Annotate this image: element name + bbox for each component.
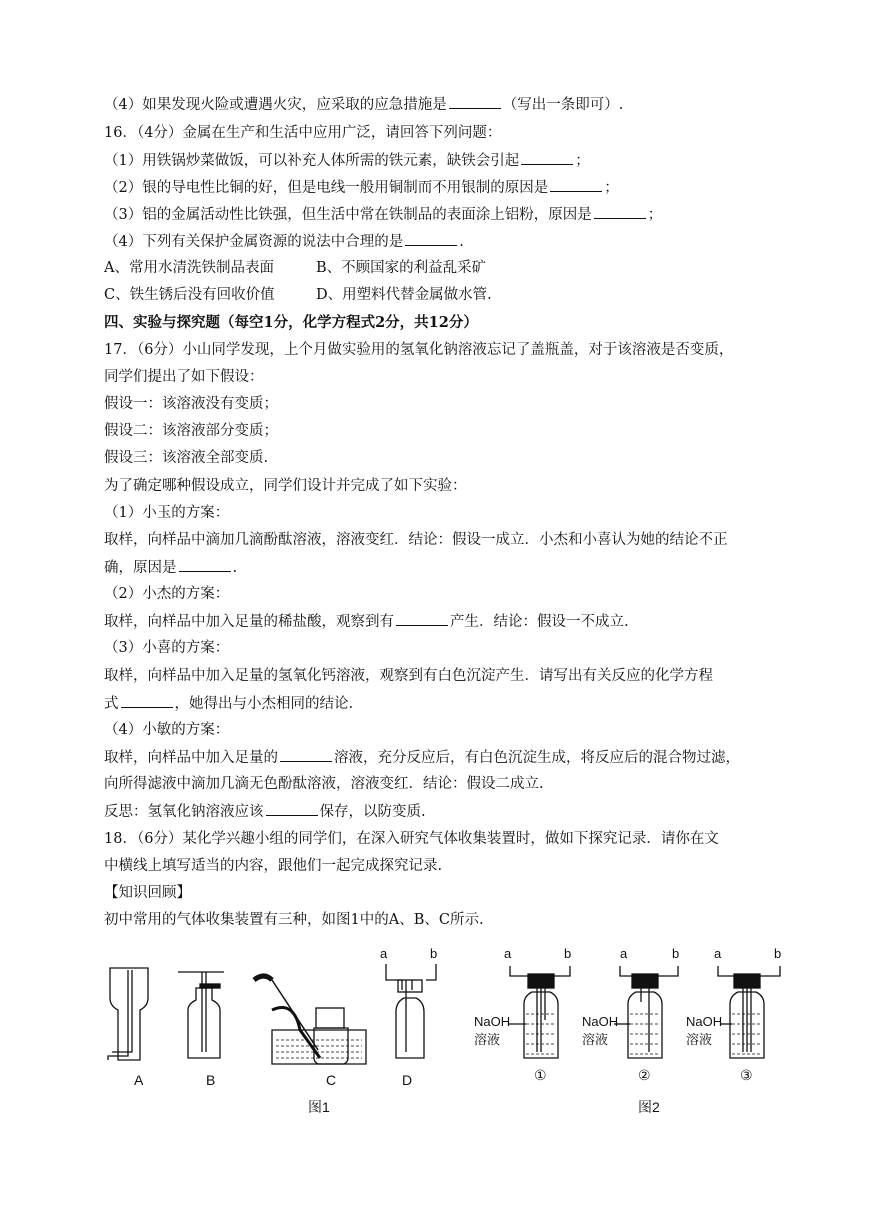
text-line: 假设二：该溶液部分变质； bbox=[104, 423, 278, 439]
apparatus-c bbox=[254, 976, 366, 1088]
text-line: 取样，向样品中加入足量的氢氧化钙溶液，观察到有白色沉淀产生．请写出有关反应的化学方程 bbox=[104, 668, 713, 684]
option-c[interactable]: C、铁生锈后没有回收价值 bbox=[104, 287, 275, 303]
option-a[interactable]: A、常用水清洗铁制品表面 bbox=[104, 260, 274, 276]
section-heading: 四、实验与探究题（每空1分，化学方程式2分，共12分） bbox=[104, 314, 478, 331]
text-line bbox=[104, 693, 353, 714]
text: . bbox=[459, 234, 464, 250]
text: ； bbox=[647, 207, 663, 223]
text-line bbox=[104, 611, 629, 632]
text: ，她得出与小杰相同的结论. bbox=[174, 696, 354, 712]
text-line bbox=[104, 94, 623, 115]
text: 取样，向样品中加入足量的稀盐酸，观察到有 bbox=[104, 614, 394, 630]
text: （4）下列有关保护金属资源的说法中合理的是 bbox=[104, 234, 404, 250]
text: （3）铝的金属活动性比铁强，但生活中常在铁制品的表面涂上铝粉，原因是 bbox=[104, 207, 592, 223]
text-line: 【知识回顾】 bbox=[104, 885, 191, 901]
label-c: C bbox=[326, 1072, 337, 1088]
bottle-2 bbox=[582, 946, 679, 1083]
text-line bbox=[104, 231, 464, 252]
solution-label: 溶液 bbox=[474, 1032, 501, 1047]
text-line: （4）小敏的方案： bbox=[104, 722, 230, 738]
label-b: b bbox=[774, 946, 782, 961]
text-line bbox=[104, 747, 740, 768]
text: 反思：氢氧化钠溶液应该 bbox=[104, 804, 264, 820]
text: 产生．结论：假设一不成立. bbox=[450, 614, 629, 630]
answer-blank[interactable] bbox=[521, 150, 573, 165]
text-line: 初中常用的气体收集装置有三种，如图1中的A、B、C所示. bbox=[104, 912, 484, 928]
label-a: a bbox=[380, 946, 388, 961]
question-16-title: 16．（4分）金属在生产和生活中应用广泛，请回答下列问题： bbox=[104, 125, 502, 141]
bottle-number: ③ bbox=[740, 1067, 753, 1083]
label-b: B bbox=[206, 1072, 216, 1088]
option-b[interactable]: B、不顾国家的利益乱采矿 bbox=[316, 260, 487, 276]
label-a: a bbox=[620, 946, 628, 961]
bottle-number: ① bbox=[534, 1067, 547, 1083]
text: （2）银的导电性比铜的好，但是电线一般用铜制而不用银制的原因是 bbox=[104, 180, 549, 196]
text-line bbox=[104, 177, 619, 198]
label-d: D bbox=[402, 1072, 413, 1088]
apparatus-a bbox=[108, 968, 148, 1088]
text: 取样，向样品中加入足量的 bbox=[104, 750, 278, 766]
answer-blank[interactable] bbox=[594, 204, 646, 219]
figure-2-caption: 图2 bbox=[638, 1099, 660, 1115]
label-b: b bbox=[430, 946, 438, 961]
text-line: 假设三：该溶液全部变质. bbox=[104, 450, 269, 466]
bottle-3 bbox=[686, 946, 781, 1083]
naoh-label: NaOH bbox=[582, 1014, 619, 1029]
label-a: a bbox=[504, 946, 512, 961]
answer-blank[interactable] bbox=[121, 693, 173, 708]
apparatus-d bbox=[380, 946, 437, 1088]
bottle-1 bbox=[474, 946, 571, 1083]
question-18-title: 18．（6分）某化学兴趣小组的同学们，在深入研究气体收集装置时，做如下探究记录．请你在文 bbox=[104, 831, 719, 847]
answer-blank[interactable] bbox=[179, 557, 231, 572]
text: （4）如果发现火险或遭遇火灾，应采取的应急措施是 bbox=[104, 97, 447, 113]
text-line bbox=[104, 204, 662, 225]
text: 式 bbox=[104, 696, 119, 712]
naoh-label: NaOH bbox=[686, 1014, 723, 1029]
solution-label: 溶液 bbox=[686, 1032, 713, 1047]
text: （写出一条即可）. bbox=[502, 97, 624, 113]
text-line: （1）小玉的方案： bbox=[104, 505, 230, 521]
label-b: b bbox=[672, 946, 680, 961]
text: ； bbox=[575, 153, 590, 169]
naoh-label: NaOH bbox=[474, 1014, 511, 1029]
question-17-title: 17．（6分）小山同学发现，上个月做实验用的氢氧化钠溶液忘记了盖瓶盖，对于该溶液是否变质， bbox=[104, 342, 734, 358]
text-line bbox=[104, 557, 237, 578]
label-a: A bbox=[134, 1072, 144, 1088]
text-line: 同学们提出了如下假设： bbox=[104, 369, 264, 385]
text-line bbox=[104, 150, 590, 171]
option-line bbox=[104, 285, 492, 305]
answer-blank[interactable] bbox=[550, 177, 602, 192]
figure-1-caption: 图1 bbox=[308, 1099, 330, 1115]
text-line: （3）小喜的方案： bbox=[104, 640, 230, 656]
text: 确，原因是 bbox=[104, 560, 177, 576]
apparatus-b bbox=[178, 972, 224, 1088]
text-line: （2）小杰的方案： bbox=[104, 586, 230, 602]
text-line: 取样，向样品中滴加几滴酚酞溶液，溶液变红．结论：假设一成立．小杰和小喜认为她的结论不正 bbox=[104, 532, 728, 548]
text-line: 为了确定哪种假设成立，同学们设计并完成了如下实验： bbox=[104, 478, 467, 494]
label-b: b bbox=[564, 946, 572, 961]
text-line: 向所得滤液中滴加几滴无色酚酞溶液，溶液变红．结论：假设二成立. bbox=[104, 776, 544, 792]
text: . bbox=[232, 560, 238, 576]
label-a: a bbox=[714, 946, 722, 961]
apparatus-figure bbox=[104, 940, 804, 1129]
answer-blank[interactable] bbox=[449, 94, 501, 109]
text-line: 假设一：该溶液没有变质； bbox=[104, 396, 278, 412]
answer-blank[interactable] bbox=[405, 231, 457, 246]
answer-blank[interactable] bbox=[266, 801, 318, 816]
text-line: 中横线上填写适当的内容，跟他们一起完成探究记录. bbox=[104, 858, 443, 874]
answer-blank[interactable] bbox=[396, 611, 448, 626]
solution-label: 溶液 bbox=[582, 1032, 609, 1047]
bottle-number: ② bbox=[638, 1067, 651, 1083]
text: ； bbox=[604, 180, 619, 196]
option-line bbox=[104, 258, 486, 278]
text: 溶液，充分反应后，有白色沉淀生成，将反应后的混合物过滤， bbox=[334, 750, 740, 766]
answer-blank[interactable] bbox=[280, 747, 332, 762]
option-d[interactable]: D、用塑料代替金属做水管. bbox=[316, 287, 492, 303]
text-line bbox=[104, 801, 426, 822]
text: （1）用铁锅炒菜做饭，可以补充人体所需的铁元素，缺铁会引起 bbox=[104, 153, 520, 169]
text: 保存，以防变质. bbox=[319, 804, 426, 820]
